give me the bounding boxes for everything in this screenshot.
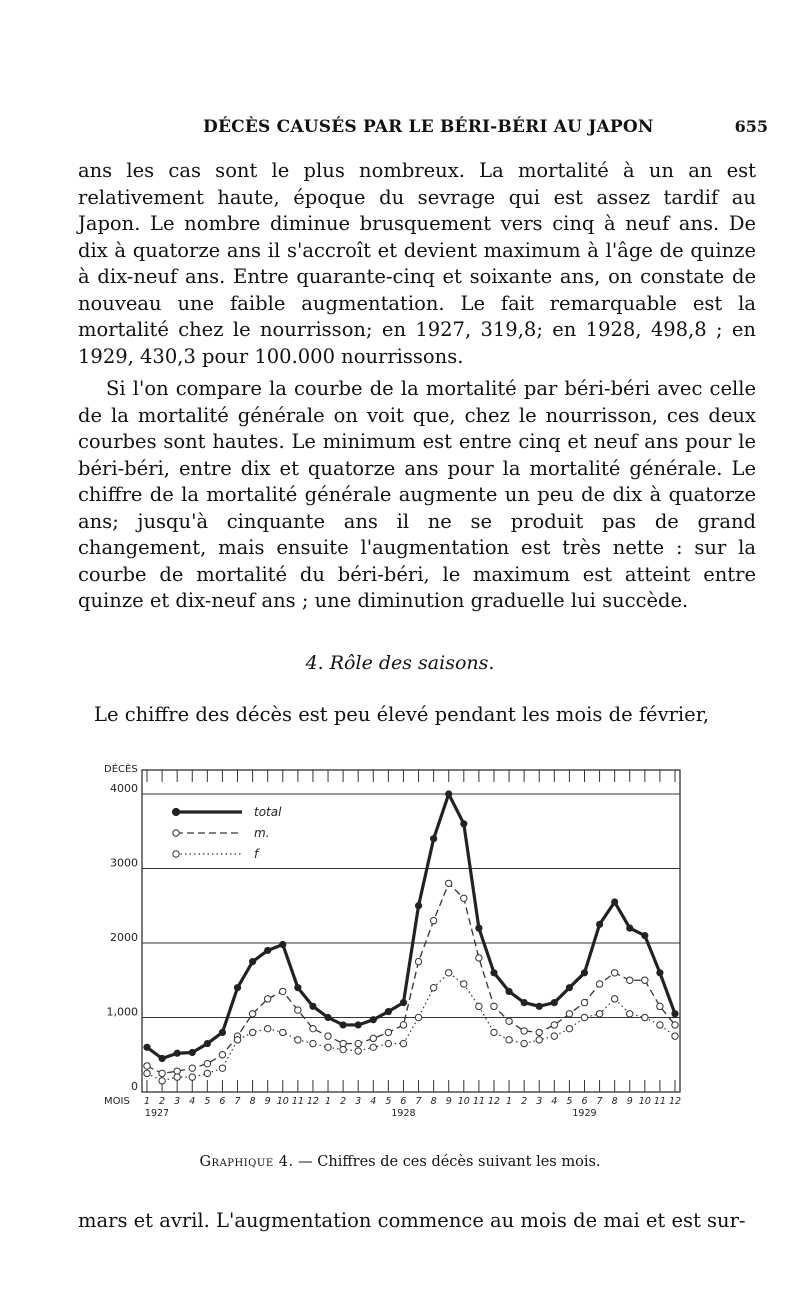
data-point-2 xyxy=(355,1040,361,1046)
data-point-1 xyxy=(324,1014,331,1021)
data-point-3 xyxy=(144,1070,150,1076)
data-point-3 xyxy=(581,1014,587,1020)
data-point-2 xyxy=(536,1029,542,1035)
data-point-3 xyxy=(551,1033,557,1039)
data-point-3 xyxy=(204,1070,210,1076)
paragraph-3: Le chiffre des décès est peu élevé pendant les mois de février, xyxy=(94,703,710,726)
x-tick-label: 10 xyxy=(638,1096,651,1107)
data-point-1 xyxy=(671,1010,678,1017)
data-point-3 xyxy=(385,1040,391,1046)
data-point-3 xyxy=(189,1074,195,1080)
data-point-1 xyxy=(340,1021,347,1028)
legend-marker-2 xyxy=(173,830,179,836)
data-point-2 xyxy=(144,1063,150,1069)
data-point-1 xyxy=(158,1055,165,1062)
data-point-3 xyxy=(310,1040,316,1046)
data-point-2 xyxy=(325,1033,331,1039)
x-tick-label: 11 xyxy=(472,1096,485,1107)
data-point-3 xyxy=(506,1037,512,1043)
data-point-2 xyxy=(642,977,648,983)
data-point-3 xyxy=(611,996,617,1002)
data-point-3 xyxy=(461,981,467,987)
data-point-2 xyxy=(189,1065,195,1071)
y-tick-label: 0 xyxy=(131,1080,138,1093)
data-point-2 xyxy=(596,981,602,987)
legend-label-1: total xyxy=(254,805,282,819)
data-point-1 xyxy=(536,1003,543,1010)
paragraph-4: mars et avril. L'augmentation commence au mois de mai et est sur- xyxy=(78,1209,746,1232)
section-title: 4. Rôle des saisons. xyxy=(305,652,495,674)
x-tick-label: 2 xyxy=(340,1096,347,1107)
x-tick-label: 12 xyxy=(487,1096,501,1107)
data-point-2 xyxy=(219,1052,225,1058)
x-tick-label: 6 xyxy=(581,1096,588,1107)
data-point-3 xyxy=(400,1040,406,1046)
x-tick-label: 12 xyxy=(306,1096,319,1107)
data-point-3 xyxy=(430,985,436,991)
data-point-2 xyxy=(461,895,467,901)
x-tick-label: 11 xyxy=(653,1096,666,1107)
series-line-2 xyxy=(147,883,675,1073)
data-point-2 xyxy=(370,1035,376,1041)
data-point-2 xyxy=(204,1060,210,1066)
data-point-1 xyxy=(611,898,618,905)
data-point-1 xyxy=(475,925,482,932)
data-point-3 xyxy=(340,1046,346,1052)
data-point-1 xyxy=(355,1021,362,1028)
data-point-3 xyxy=(536,1037,542,1043)
data-point-1 xyxy=(204,1040,211,1047)
paragraph-2: Si l'on compare la courbe de la mortalité par béri-béri avec celle de la mortalité générale on voit que, chez le nourrisson, ces deux courbes sont hautes. Le minimum est entre cinq et neuf ans pour le béri-béri, entre dix et quatorze ans pour la mortalité générale. Le chiffre de la mortalité générale augmente un peu de dix à quatorze ans; jusqu'à cinquante ans il ne se produit pas de grand changement, mais ensuite l'augmentation est très nette : sur la courbe de mortalité du béri-béri, le maximum est atteint entre quinze et dix-neuf ans ; une diminution graduelle lui succède. xyxy=(78,377,756,612)
data-point-2 xyxy=(672,1022,678,1028)
data-point-1 xyxy=(279,941,286,948)
x-tick-label: 1 xyxy=(506,1096,513,1107)
legend-marker-1 xyxy=(172,808,180,816)
data-point-3 xyxy=(355,1048,361,1054)
data-point-2 xyxy=(627,977,633,983)
plot-frame xyxy=(142,770,680,1092)
x-tick-label: 9 xyxy=(264,1096,271,1107)
running-header xyxy=(78,115,768,145)
data-point-1 xyxy=(626,925,633,932)
series-line-1 xyxy=(147,794,675,1058)
data-point-2 xyxy=(446,880,452,886)
page-number: 655 xyxy=(734,117,768,136)
data-point-1 xyxy=(234,984,241,991)
data-point-1 xyxy=(445,790,452,797)
x-tick-label: 1 xyxy=(325,1096,332,1107)
x-tick-label: 6 xyxy=(400,1096,407,1107)
data-point-3 xyxy=(234,1037,240,1043)
data-point-3 xyxy=(491,1029,497,1035)
y-tick-label: 4000 xyxy=(110,782,138,795)
x-tick-label: 6 xyxy=(219,1096,226,1107)
data-point-2 xyxy=(159,1070,165,1076)
x-tick-label: 7 xyxy=(596,1096,603,1107)
x-tick-label: 9 xyxy=(445,1096,452,1107)
data-point-1 xyxy=(430,835,437,842)
data-point-2 xyxy=(385,1029,391,1035)
data-point-1 xyxy=(490,969,497,976)
monthly-deaths-chart xyxy=(92,752,692,1132)
data-point-1 xyxy=(656,969,663,976)
x-tick-label: 3 xyxy=(355,1096,362,1107)
running-title: DÉCÈS CAUSÉS PAR LE BÉRI-BÉRI AU JAPON xyxy=(203,117,654,137)
y-axis-label: DÉCÈS xyxy=(104,764,138,775)
data-point-3 xyxy=(476,1003,482,1009)
data-point-3 xyxy=(415,1014,421,1020)
data-point-2 xyxy=(581,999,587,1005)
data-point-1 xyxy=(505,988,512,995)
x-tick-label: 4 xyxy=(370,1096,377,1107)
data-point-2 xyxy=(310,1025,316,1031)
x-tick-label: 11 xyxy=(291,1096,304,1107)
data-point-3 xyxy=(159,1078,165,1084)
data-point-2 xyxy=(280,988,286,994)
x-tick-label: 8 xyxy=(430,1096,437,1107)
data-point-2 xyxy=(174,1068,180,1074)
data-point-1 xyxy=(370,1016,377,1023)
figure-caption xyxy=(0,1154,800,1170)
data-point-1 xyxy=(385,1008,392,1015)
x-tick-label: 3 xyxy=(174,1096,181,1107)
x-tick-label: 12 xyxy=(668,1096,682,1107)
series-line-3 xyxy=(147,973,675,1081)
data-point-3 xyxy=(672,1033,678,1039)
data-point-2 xyxy=(430,917,436,923)
y-tick-label: 1,000 xyxy=(106,1005,138,1019)
data-point-1 xyxy=(219,1029,226,1036)
data-point-1 xyxy=(521,999,528,1006)
data-point-1 xyxy=(641,932,648,939)
x-tick-label: 5 xyxy=(566,1096,573,1107)
year-label: 1927 xyxy=(144,1108,170,1119)
data-point-2 xyxy=(264,996,270,1002)
data-point-1 xyxy=(174,1050,181,1057)
x-tick-label: 10 xyxy=(457,1096,470,1107)
paragraph-1: ans les cas sont le plus nombreux. La mortalité à un an est relativement haute, époque du sevrage qui est assez tardif au Japon. Le nombre diminue brusquement vers cinq à neuf ans. De dix à quatorze ans il s'accroît et devient maximum à l'âge de quinze à dix-neuf ans. Entre quarante-cinq et soixante ans, on constate de nouveau une faible augmentation. Le fait remarquable est la mortalité chez le nourrisson; en 1927, 319,8; en 1928, 498,8 ; en 1929, 430,3 pour 100.000 nourrissons. xyxy=(78,159,756,368)
x-tick-label: 1 xyxy=(143,1096,151,1107)
x-tick-label: 2 xyxy=(521,1096,528,1107)
data-point-2 xyxy=(295,1007,301,1013)
data-point-2 xyxy=(657,1003,663,1009)
data-point-3 xyxy=(566,1025,572,1031)
data-point-3 xyxy=(295,1037,301,1043)
legend-marker-3 xyxy=(173,851,179,857)
data-point-2 xyxy=(566,1011,572,1017)
data-point-3 xyxy=(370,1044,376,1050)
y-tick-label: 3000 xyxy=(110,856,138,870)
data-point-2 xyxy=(521,1028,527,1034)
data-point-1 xyxy=(400,999,407,1006)
data-point-3 xyxy=(249,1029,255,1035)
x-tick-label: 4 xyxy=(551,1096,558,1107)
data-point-3 xyxy=(642,1014,648,1020)
legend-label-2: m. xyxy=(254,826,270,840)
x-tick-label: 7 xyxy=(234,1096,241,1107)
data-point-3 xyxy=(264,1025,270,1031)
data-point-1 xyxy=(581,969,588,976)
x-axis-label: MOIS xyxy=(104,1096,130,1107)
data-point-1 xyxy=(460,820,467,827)
year-label: 1928 xyxy=(391,1108,416,1119)
data-point-3 xyxy=(446,970,452,976)
data-point-1 xyxy=(264,947,271,954)
data-point-2 xyxy=(551,1022,557,1028)
data-point-1 xyxy=(189,1049,196,1056)
data-point-1 xyxy=(294,984,301,991)
data-point-1 xyxy=(551,999,558,1006)
x-tick-label: 8 xyxy=(611,1096,618,1107)
data-point-2 xyxy=(415,958,421,964)
data-point-3 xyxy=(174,1074,180,1080)
data-point-3 xyxy=(325,1044,331,1050)
data-point-1 xyxy=(309,1003,316,1010)
data-point-2 xyxy=(611,970,617,976)
data-point-3 xyxy=(627,1011,633,1017)
data-point-1 xyxy=(596,921,603,928)
x-tick-label: 5 xyxy=(385,1096,392,1107)
caption-label: Graphique 4. xyxy=(199,1154,294,1170)
data-point-3 xyxy=(280,1029,286,1035)
data-point-2 xyxy=(400,1022,406,1028)
x-tick-label: 3 xyxy=(536,1096,543,1107)
x-tick-label: 7 xyxy=(415,1096,422,1107)
data-point-3 xyxy=(219,1065,225,1071)
x-tick-label: 9 xyxy=(626,1096,633,1107)
data-point-3 xyxy=(596,1011,602,1017)
data-point-3 xyxy=(521,1040,527,1046)
data-point-2 xyxy=(249,1011,255,1017)
x-tick-label: 8 xyxy=(249,1096,256,1107)
data-point-1 xyxy=(143,1044,150,1051)
data-point-1 xyxy=(249,958,256,965)
caption-text: — Chiffres de ces décès suivant les mois. xyxy=(298,1154,601,1170)
x-tick-label: 10 xyxy=(276,1096,289,1107)
x-tick-label: 2 xyxy=(159,1096,166,1107)
data-point-1 xyxy=(415,902,422,909)
x-tick-label: 5 xyxy=(204,1096,211,1107)
y-tick-label: 2000 xyxy=(110,931,138,944)
data-point-2 xyxy=(476,955,482,961)
data-point-2 xyxy=(491,1003,497,1009)
data-point-3 xyxy=(657,1022,663,1028)
x-tick-label: 4 xyxy=(189,1096,196,1107)
data-point-1 xyxy=(566,984,573,991)
data-point-2 xyxy=(340,1040,346,1046)
legend-label-3: f xyxy=(254,847,259,861)
year-label: 1929 xyxy=(572,1108,597,1119)
data-point-2 xyxy=(506,1018,512,1024)
